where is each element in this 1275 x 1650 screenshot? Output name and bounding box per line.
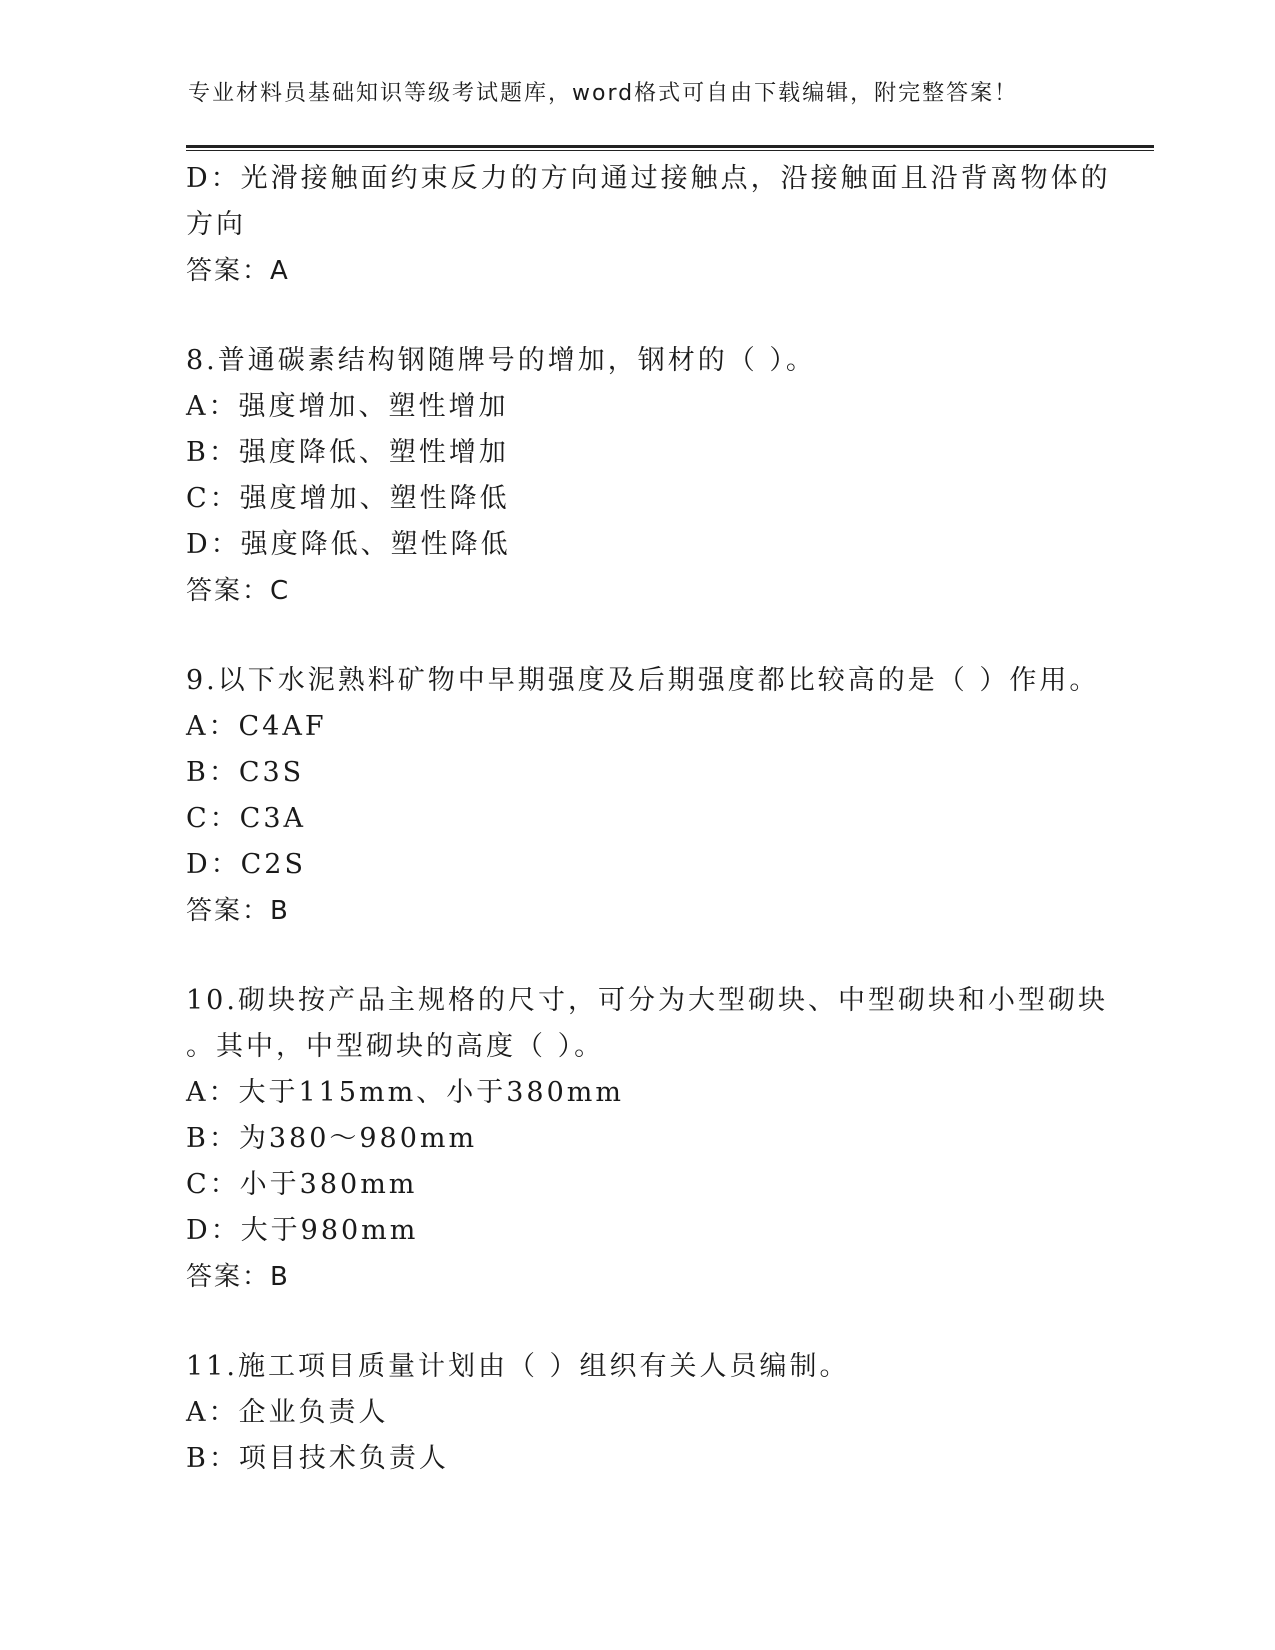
question-stem-continuation: 。其中，中型砌块的高度（ ）。	[186, 1031, 605, 1062]
question-stem: 10.砌块按产品主规格的尺寸，可分为大型砌块、中型砌块和小型砌块	[186, 985, 1108, 1016]
option-line: B：强度降低、塑性增加	[186, 437, 509, 468]
option-line: A：大于115mm、小于380mm	[186, 1077, 624, 1108]
question-stem: 9.以下水泥熟料矿物中早期强度及后期强度都比较高的是（ ）作用。	[186, 665, 1100, 696]
spacer	[186, 934, 1086, 978]
option-line: C：C3A	[186, 803, 306, 834]
option-line: A：强度增加、塑性增加	[186, 391, 509, 422]
question-block	[186, 1344, 1086, 1482]
option-line: B：为380～980mm	[186, 1123, 478, 1154]
option-line: B：C3S	[186, 757, 305, 788]
question-block	[186, 978, 1108, 1300]
option-line: A：企业负责人	[186, 1397, 389, 1428]
option-line-continuation: 方向	[186, 209, 246, 240]
question-block	[186, 156, 1111, 294]
spacer	[186, 1300, 1086, 1344]
option-line: B：项目技术负责人	[186, 1443, 449, 1474]
option-line: C：强度增加、塑性降低	[186, 483, 510, 514]
page-header: 专业材料员基础知识等级考试题库，word格式可自由下载编辑，附完整答案！	[188, 81, 1019, 106]
option-line: D：光滑接触面约束反力的方向通过接触点，沿接触面且沿背离物体的	[186, 163, 1111, 194]
option-line: C：小于380mm	[186, 1169, 418, 1200]
question-stem: 11.施工项目质量计划由（ ）组织有关人员编制。	[186, 1351, 850, 1382]
header-rule-thin	[186, 150, 1154, 151]
question-content	[186, 156, 1111, 1482]
header-rule-thick	[186, 145, 1154, 148]
spacer	[186, 614, 1086, 658]
answer-line: 答案：A	[186, 256, 290, 286]
answer-line: 答案：B	[186, 1262, 290, 1292]
option-line: D：C2S	[186, 849, 306, 880]
option-line: D：强度降低、塑性降低	[186, 529, 511, 560]
option-line: A：C4AF	[186, 711, 327, 742]
spacer	[186, 294, 1086, 338]
answer-line: 答案：B	[186, 896, 290, 926]
question-stem: 8.普通碳素结构钢随牌号的增加，钢材的（ ）。	[186, 345, 816, 376]
question-block	[186, 658, 1100, 934]
option-line: D：大于980mm	[186, 1215, 419, 1246]
question-block	[186, 338, 1086, 614]
answer-line: 答案：C	[186, 576, 291, 606]
